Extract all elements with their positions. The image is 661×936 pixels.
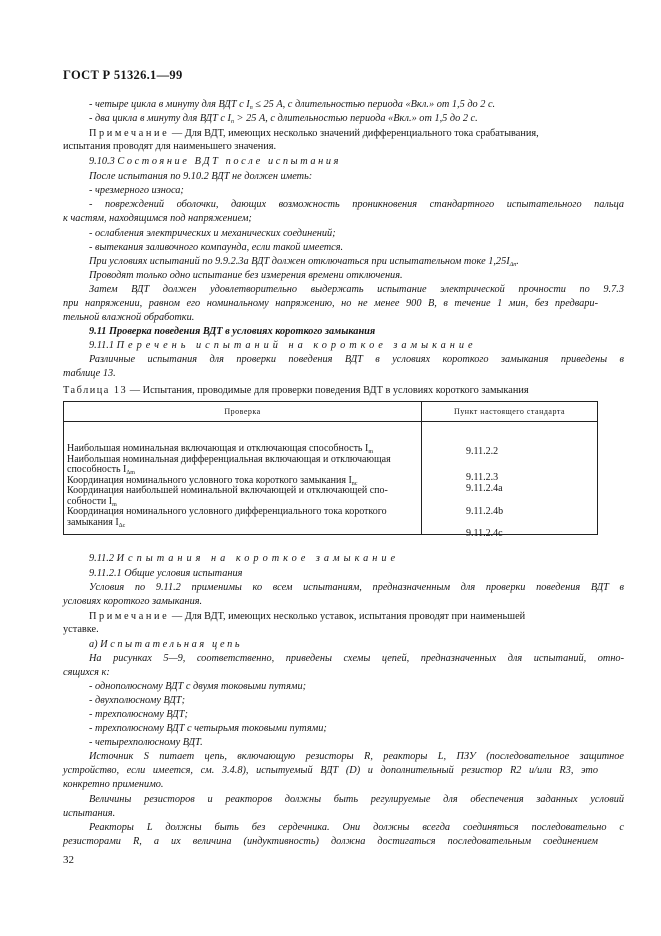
text-line: Различные испытания для проверки поведения ВДТ в условиях короткого замыкания приведены в (89, 354, 624, 365)
list-item: - однополюсному ВДТ с двумя токовыми путями; (89, 681, 307, 692)
text-line: сящихся к: (63, 667, 110, 678)
table-row-line: Наибольшая номинальная дифференциальная включающая и отключающая (67, 453, 391, 465)
text-line: при напряжении, равном его номинальному напряжению, но не менее 900 В, в течение 1 мин, без предвари- (63, 298, 598, 309)
text-line: к частям, находящимся под напряжением; (63, 213, 252, 224)
table-row-line: способность $I_{\Delta m}$ (67, 464, 135, 476)
table-cell-refs (422, 422, 598, 539)
text-line: Затем ВДТ должен удовлетворительно выдержать испытание электрической прочности по 9.7.3 (89, 284, 624, 295)
text-line: - четыре цикла в минуту для ВДТ с $I_n \le 25$ А, с длительностью периода «Вкл.» от 1,5 до 2 с. (89, 99, 496, 111)
table-row-line: Координация наибольшей номинальной включающей и отключающей спо- (67, 485, 388, 496)
table-header-check: Проверка (64, 402, 422, 422)
list-item: - двухполюсному ВДТ; (89, 695, 186, 706)
text-line: Реакторы L должны быть без сердечника. Они должны всегда соединяться последовательно с (89, 822, 624, 833)
table-ref: 9.11.2.4c (466, 528, 503, 539)
table-header-clause: Пункт настоящего стандарта (422, 402, 598, 422)
text-line: Проводят только одно испытание без измерения времени отключения. (89, 270, 403, 281)
note-line: уставке. (63, 624, 99, 635)
document-header: ГОСТ Р 51326.1—99 (63, 68, 183, 82)
note-line: Примечание — Для ВДТ, имеющих несколько значений дифференциального тока срабатывания, (89, 128, 539, 139)
section-heading: 9.10.3 Состояние ВДТ после испытания (89, 156, 341, 167)
table-row-line: замыкания $I_{\Delta c}$ (67, 516, 126, 529)
table-13 (63, 401, 598, 539)
text-line: На рисунках 5—9, соответственно, приведены схемы цепей, предназначенных для испытаний, отно- (89, 653, 624, 664)
text-line: - повреждений оболочки, дающих возможность проникновения стандартного испытательного пальца (89, 199, 624, 210)
section-heading: 9.11.2 Испытания на короткое замыкание (89, 553, 400, 564)
table-ref: 9.11.2.4a (466, 483, 503, 494)
text-line: тельной влажной обработки. (63, 312, 195, 323)
section-heading: 9.11 Проверка поведения ВДТ в условиях короткого замыкания (89, 326, 376, 337)
text-line: Источник S питает цепь, включающую резисторы R, реакторы L, ПЗУ (последовательное защитное (89, 751, 624, 762)
text-line: - ослабления электрических и механических соединений; (89, 228, 336, 239)
table-row-line: Координация номинального условного дифференциального тока короткого (67, 506, 387, 517)
note-line: Примечание — Для ВДТ, имеющих несколько уставок, испытания проводят при наименьшей (89, 611, 526, 622)
table-ref: 9.11.2.3 (466, 472, 499, 483)
text-line: таблице 13. (63, 368, 116, 379)
note-line: испытания проводят для наименьшего значения. (63, 141, 277, 152)
text-line: После испытания по 9.10.2 ВДТ не должен иметь: (89, 171, 313, 182)
page-number: 32 (63, 854, 74, 866)
table-row-line: Наибольшая номинальная включающая и отключающая способность $I_m$ (67, 443, 373, 455)
text-line: Условия по 9.11.2 применимы ко всем испытаниям, предназначенным для проверки поведения ВДТ в (89, 582, 624, 593)
table-row-line: Координация номинального условного тока короткого замыкания $I_{nc}$ (67, 474, 358, 487)
section-heading: а) Испытательная цепь (89, 639, 243, 650)
text-line: резисторами R, а их величина (индуктивность) должна достигаться последовательным соединением (63, 836, 598, 847)
text-line: - вытекания заливочного компаунда, если такой имеется. (89, 242, 344, 253)
list-item: - четырехполюсному ВДТ. (89, 737, 203, 748)
text-line: условиях короткого замыкания. (63, 596, 203, 607)
table-ref: 9.11.2.2 (466, 446, 499, 457)
list-item: - трехполюсному ВДТ; (89, 709, 188, 720)
text-line: Величины резисторов и реакторов должны быть регулируемые для обеспечения заданных условий (89, 794, 624, 805)
section-heading: 9.11.2.1 Общие условия испытания (89, 568, 243, 579)
text-line: конкретно применимо. (63, 779, 164, 790)
table-row-line: собности $I_m$ (67, 495, 117, 508)
text-line: При условиях испытаний по 9.9.2.3а ВДТ должен отключаться при испытательном токе $1,25I_{\Delta n}$. (89, 256, 519, 268)
text-line: - два цикла в минуту для ВДТ с $I_n > 25$ А, с длительностью периода «Вкл.» от 1,5 до 2 с. (89, 113, 478, 125)
text-line: - чрезмерного износа; (89, 185, 184, 196)
text-line: устройство, если имеется, см. 3.4.8), испытуемый ВДТ (D) и дополнительный резистор R2 и/или R3, это (63, 765, 598, 776)
list-item: - трехполюсному ВДТ с четырьмя токовыми путями; (89, 723, 327, 734)
table-cell-checks (64, 422, 422, 535)
table-ref: 9.11.2.4b (466, 506, 504, 517)
section-heading: 9.11.1 Перечень испытаний на короткое замыкание (89, 340, 477, 351)
text-line: испытания. (63, 808, 116, 819)
table-caption: Таблица 13 — Испытания, проводимые для проверки поведения ВДТ в условиях короткого замыкания (63, 385, 529, 396)
